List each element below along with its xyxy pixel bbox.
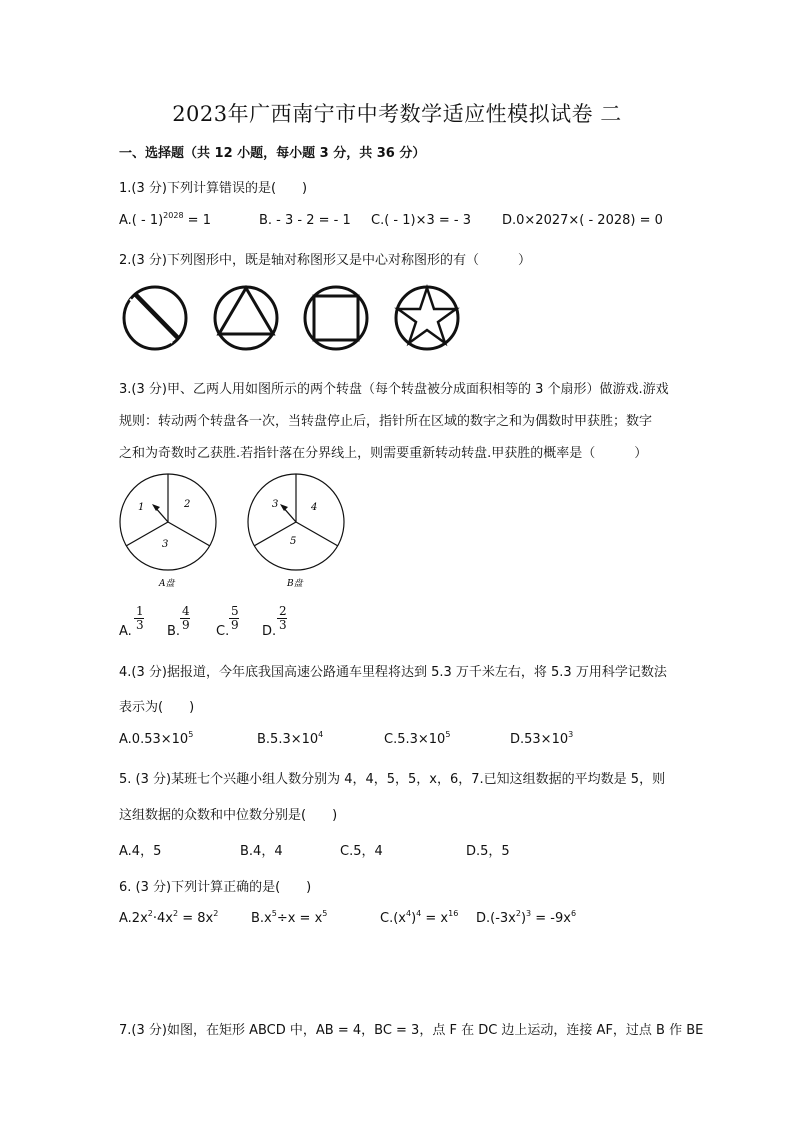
question-2-stem: 2.(3 分)下列图形中，既是轴对称图形又是中心对称图形的有（ ）	[119, 253, 531, 268]
q1-option-d: D.0×2027×( - 2028) = 0	[502, 213, 663, 228]
q3-option-b-letter: B.	[167, 624, 181, 639]
q1-option-a: A.( - 1)$^{2028}$ = 1	[119, 211, 211, 228]
spinner-b-label-3: 3	[272, 499, 279, 510]
q4-option-b: $B.5.3\times 10^4$	[257, 730, 324, 747]
q4-option-d: $D.53\times 10^3$	[510, 730, 574, 747]
q5-option-c: C.5，4	[340, 844, 383, 859]
circle-triangle-figure	[215, 287, 277, 349]
spinner-a	[120, 474, 216, 589]
question-1-stem: 1.(3 分)下列计算错误的是( )	[119, 181, 308, 196]
q4-option-a: $A.0.53\times 10^5$	[119, 730, 194, 747]
q3-option-a-fraction: 1 3	[136, 604, 144, 632]
q6-option-c: $C.(x^4)^4 = x^{16}$	[380, 909, 459, 926]
q3-option-b-fraction: 4 9	[182, 604, 190, 632]
q3-option-c-letter: C.	[216, 624, 230, 639]
q3-spinner-figures	[110, 470, 370, 598]
spinner-a-caption: A盘	[159, 579, 175, 589]
question-3-line-2: 规则：转动两个转盘各一次，当转盘停止后，指针所在区域的数字之和为偶数时甲获胜；数字	[119, 414, 653, 429]
spinner-a-label-2: 2	[184, 499, 191, 510]
q1-option-c: C.( - 1)×3 = - 3	[371, 213, 471, 228]
q3-option-d-letter: D.	[262, 624, 277, 639]
spinner-a-label-1: 1	[138, 502, 145, 513]
question-3-line-1: 3.(3 分)甲、乙两人用如图所示的两个转盘（每个转盘被分成面积相等的 3 个扇形）做游戏.游戏	[119, 382, 669, 397]
spinner-b	[248, 474, 344, 589]
spinner-b-label-4: 4	[311, 502, 318, 513]
question-5-line-2: 这组数据的众数和中位数分别是( )	[119, 808, 338, 823]
question-3-line-3: 之和为奇数时乙获胜.若指针落在分界线上，则需要重新转动转盘.甲获胜的概率是（ ）	[119, 446, 648, 461]
question-4-line-2: 表示为( )	[119, 700, 195, 715]
q5-option-d: D.5，5	[466, 844, 510, 859]
spinner-b-label-5: 5	[290, 536, 297, 547]
spinner-a-label-3: 3	[162, 539, 169, 550]
question-5-line-1: 5. (3 分)某班七个兴趣小组人数分别为 4，4，5，5，x，6，7.已知这组数据的平均数是 5，则	[119, 772, 666, 787]
q3-option-c-fraction: 5 9	[231, 604, 239, 632]
q6-option-a: $A.2x^2\cdot 4x^2 = 8x^2$	[119, 909, 219, 926]
q3-option-d-fraction: 2 3	[279, 604, 287, 632]
q5-option-b: B.4，4	[240, 844, 283, 859]
q6-option-d: $D.(-3x^2)^3 = -9x^6$	[476, 909, 577, 926]
circle-slash-figure	[124, 287, 186, 349]
section-heading: 一、选择题（共 12 小题，每小题 3 分，共 36 分）	[119, 146, 426, 161]
q4-option-c: $C.5.3\times 10^5$	[384, 730, 451, 747]
q6-option-b: $B.x^5\div x = x^5$	[251, 909, 328, 926]
question-4-line-1: 4.(3 分)据报道，今年底我国高速公路通车里程将达到 5.3 万千米左右，将 5.3 万用科学记数法	[119, 665, 667, 680]
q1-option-b: B. - 3 - 2 = - 1	[259, 213, 351, 228]
q5-option-a: A.4，5	[119, 844, 162, 859]
question-6-stem: 6. (3 分)下列计算正确的是( )	[119, 880, 312, 895]
question-7-line-1: 7.(3 分)如图，在矩形 ABCD 中，AB = 4，BC = 3，点 F 在 DC 边上运动，连接 AF，过点 B 作 BE	[119, 1023, 704, 1038]
circle-square-figure	[305, 287, 367, 349]
spinner-b-caption: B盘	[287, 579, 303, 589]
q3-option-a-letter: A.	[119, 624, 132, 639]
circle-star-figure	[396, 287, 458, 349]
page-title: 2023年广西南宁市中考数学适应性模拟试卷 二	[172, 102, 622, 126]
q2-figures	[115, 280, 475, 360]
